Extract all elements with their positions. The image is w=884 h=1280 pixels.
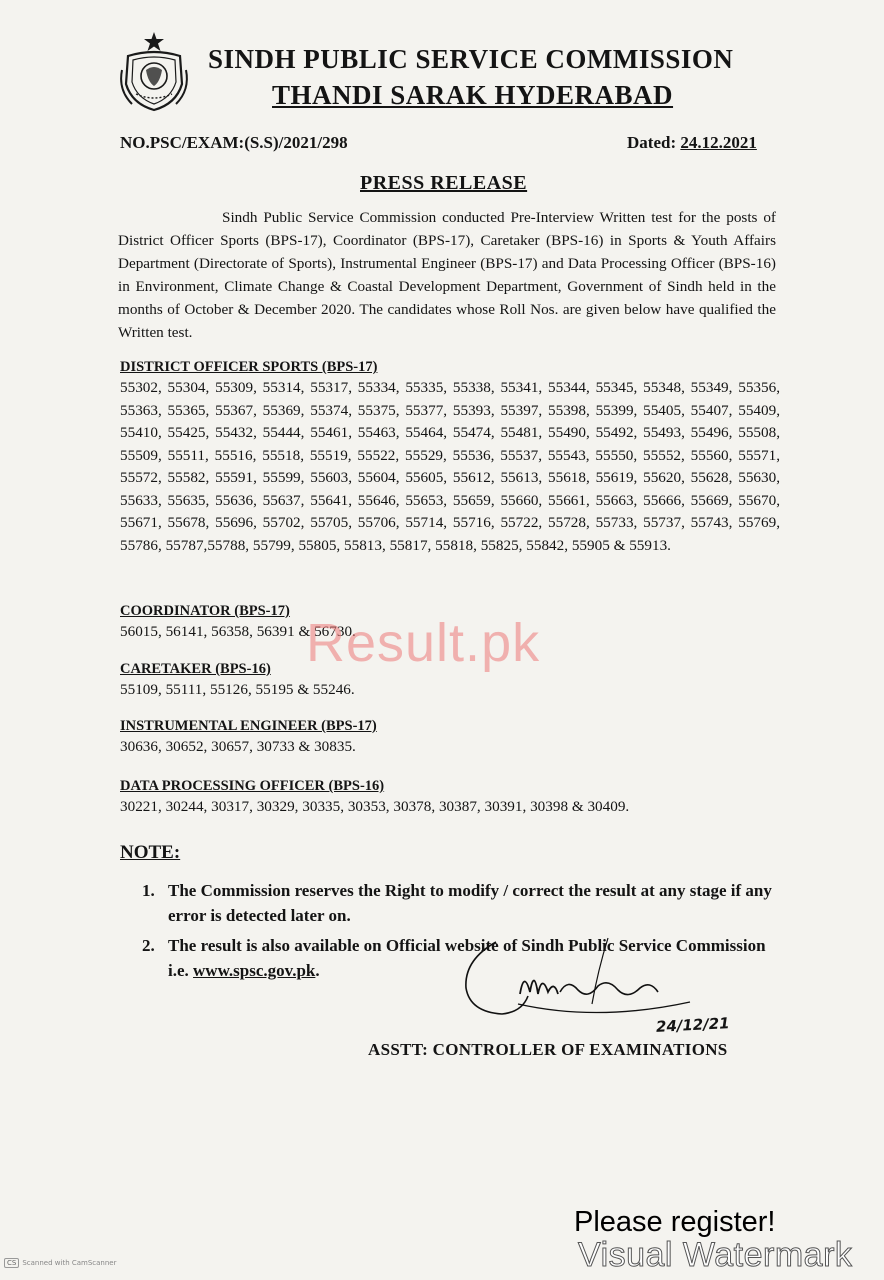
section-title: DATA PROCESSING OFFICER (BPS-16)	[120, 778, 385, 794]
roll-numbers: 30221, 30244, 30317, 30329, 30335, 30353, 30378, 30387, 30391, 30398 & 30409.	[120, 798, 630, 815]
section-title: DISTRICT OFFICER SPORTS (BPS-17)	[120, 359, 378, 375]
commission-name: SINDH PUBLIC SERVICE COMMISSION	[208, 44, 734, 74]
roll-numbers: 30636, 30652, 30657, 30733 & 30835.	[120, 738, 356, 755]
visual-watermark: Visual Watermark	[578, 1236, 853, 1274]
site-watermark: Result.pk	[306, 613, 541, 673]
website-link[interactable]: www.spsc.gov.pk	[193, 961, 316, 980]
roll-numbers: 55302, 55304, 55309, 55314, 55317, 55334, 55335, 55338, 55341, 55344, 55345, 55348, 55349, 55356, 55363, 55365, 55367, 55369, 55374, 55375, 55377, 55393, 55397, 55398, 55399, 55405, 55407, 55409, 55410, 55425, 55432, 55444, 55461, 55463, 55464, 55474, 55481, 55490, 55492, 55493, 55496, 55508, 55509, 55511, 55516, 55518, 55519, 55522, 55529, 55536, 55537, 55543, 55550, 55552, 55560, 55571, 55572, 55582, 55591, 55599, 55603, 55604, 55605, 55612, 55613, 55618, 55619, 55620, 55628, 55630, 55633, 55635, 55636, 55637, 55641, 55646, 55653, 55659, 55660, 55661, 55663, 55666, 55669, 55670, 55671, 55678, 55696, 55702, 55705, 55706, 55714, 55716, 55722, 55728, 55733, 55737, 55743, 55769, 55786, 55787,55788, 55799, 55805, 55813, 55817, 55818, 55825, 55842, 55905 & 55913.	[120, 379, 780, 554]
camscanner-icon: CS	[4, 1258, 19, 1268]
dated-value: 24.12.2021	[680, 133, 757, 152]
note-item-1	[142, 878, 778, 928]
note-heading: NOTE:	[120, 842, 181, 863]
section-district-officer-sports	[120, 357, 780, 557]
dated-label: Dated:	[627, 133, 677, 152]
issue-date	[627, 133, 757, 153]
intro-paragraph: Sindh Public Service Commission conducted Pre-Interview Written test for the posts of District Officer Sports (BPS-17), Coordinator (BPS-17), Caretaker (BPS-16) in Sports & Youth Affairs Department (Directorate of Sports), Instrumental Engineer (BPS-17) and Data Processing Officer (BPS-16) in Environment, Climate Change & Coastal Development Department, Government of Sindh held in the months of October & December 2020. The candidates whose Roll Nos. are given below have qualified the Written test.	[118, 209, 776, 341]
reference-number: NO.PSC/EXAM:(S.S)/2021/298	[120, 133, 348, 152]
signatory-designation: ASSTT: CONTROLLER OF EXAMINATIONS	[368, 1040, 728, 1059]
signature-date: 24/12/21	[655, 1014, 731, 1036]
section-title: COORDINATOR (BPS-17)	[120, 603, 290, 619]
section-instrumental-engineer	[120, 716, 780, 759]
section-data-processing-officer	[120, 776, 780, 819]
note-text-body: The result is also available on Official website of Sindh Public Service Commission i.e.	[168, 936, 766, 980]
note-text: The Commission reserves the Right to modify / correct the result at any stage if any error is detected later on.	[168, 881, 772, 925]
note-number: 1.	[142, 881, 155, 900]
camscanner-badge	[4, 1258, 117, 1268]
press-release-title: PRESS RELEASE	[360, 172, 528, 194]
spsc-emblem-logo	[116, 30, 192, 112]
note-text-tail: .	[315, 961, 320, 980]
register-watermark: Please register!	[574, 1206, 776, 1238]
roll-numbers: 56015, 56141, 56358, 56391 & 56730.	[120, 623, 356, 640]
commission-address: THANDI SARAK HYDERABAD	[272, 80, 674, 110]
section-title: CARETAKER (BPS-16)	[120, 661, 271, 677]
section-title: INSTRUMENTAL ENGINEER (BPS-17)	[120, 718, 377, 734]
roll-numbers: 55109, 55111, 55126, 55195 & 55246.	[120, 681, 355, 698]
note-number: 2.	[142, 936, 155, 955]
camscanner-label: Scanned with CamScanner	[22, 1259, 117, 1267]
